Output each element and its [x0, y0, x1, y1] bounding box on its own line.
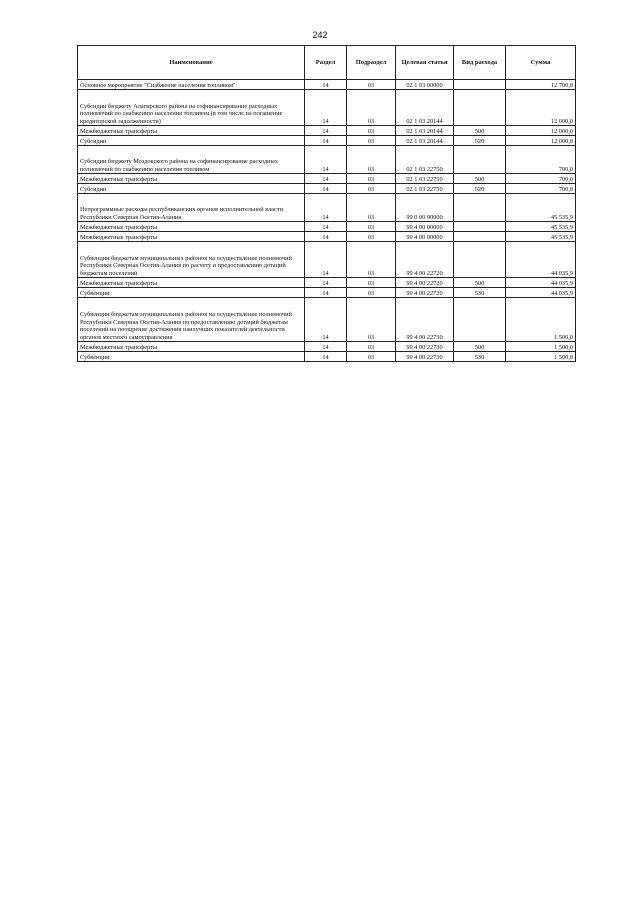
cell-subsection: 03 [347, 80, 396, 90]
cell-amount: 45 535,9 [506, 232, 576, 242]
cell-name: Межбюджетные трансферты [78, 278, 305, 288]
cell-section: 14 [305, 146, 347, 174]
cell-name: Межбюджетные трансферты [78, 232, 305, 242]
table-row [78, 194, 576, 222]
cell-amount: 44 035,9 [506, 288, 576, 298]
cell-amount: 12 000,0 [506, 136, 576, 146]
table-row [78, 232, 576, 242]
cell-expense-type: 530 [454, 352, 506, 362]
cell-subsection: 03 [347, 278, 396, 288]
cell-amount: 44 035,9 [506, 242, 576, 278]
cell-section: 14 [305, 184, 347, 194]
cell-name: Субвенции бюджетам муниципальных районов на осуществление полномочий Республики Северная Осетия-Алания по предоставлению дотаций бюджетам поселений на поощрение достижения наилучших показателей деятельности органов местного самоуправления [78, 298, 305, 342]
cell-subsection: 03 [347, 126, 396, 136]
cell-subsection: 03 [347, 184, 396, 194]
cell-subsection: 03 [347, 288, 396, 298]
cell-amount: 1 500,0 [506, 298, 576, 342]
table-header-row [78, 46, 576, 80]
cell-name: Субсидии [78, 184, 305, 194]
cell-name: Субсидии бюджету Моздокского района на софинансирование расходных полномочий по снабжению населения топливом [78, 146, 305, 174]
cell-expense-type: 520 [454, 136, 506, 146]
cell-subsection: 03 [347, 242, 396, 278]
table-row [78, 298, 576, 342]
cell-target: 02 1 03 22750 [396, 184, 454, 194]
cell-name: Субсидии [78, 136, 305, 146]
cell-target: 02 1 03 22750 [396, 174, 454, 184]
cell-name: Межбюджетные трансферты [78, 342, 305, 352]
header-section: Раздел [305, 46, 347, 80]
cell-amount: 700,0 [506, 146, 576, 174]
cell-name: Субвенции бюджетам муниципальных районов на осуществление полномочий Республики Северная Осетия-Алания по расчету и предоставлению дотаций бюджетам поселений [78, 242, 305, 278]
cell-subsection: 03 [347, 136, 396, 146]
cell-subsection: 03 [347, 298, 396, 342]
table-row [78, 184, 576, 194]
cell-expense-type [454, 298, 506, 342]
header-subsection: Подраздел [347, 46, 396, 80]
cell-target: 02 1 03 20144 [396, 126, 454, 136]
cell-section: 14 [305, 222, 347, 232]
cell-amount: 700,0 [506, 174, 576, 184]
page-number: 242 [312, 30, 328, 40]
cell-section: 14 [305, 278, 347, 288]
table-row [78, 352, 576, 362]
cell-expense-type: 520 [454, 184, 506, 194]
cell-expense-type: 530 [454, 288, 506, 298]
cell-expense-type [454, 80, 506, 90]
cell-name: Межбюджетные трансферты [78, 174, 305, 184]
cell-target: 99 4 00 00000 [396, 232, 454, 242]
cell-amount: 1 500,0 [506, 342, 576, 352]
cell-section: 14 [305, 298, 347, 342]
cell-amount: 12 000,0 [506, 90, 576, 126]
table-row [78, 136, 576, 146]
header-target: Целевая статья [396, 46, 454, 80]
cell-subsection: 03 [347, 194, 396, 222]
cell-name: Субвенции [78, 352, 305, 362]
cell-subsection: 03 [347, 342, 396, 352]
table-body [78, 80, 576, 362]
table-row [78, 222, 576, 232]
cell-subsection: 03 [347, 174, 396, 184]
cell-name: Основное мероприятие "Снабжение населения топливом" [78, 80, 305, 90]
cell-subsection: 03 [347, 232, 396, 242]
cell-target: 02 1 03 00000 [396, 80, 454, 90]
cell-expense-type: 500 [454, 174, 506, 184]
cell-section: 14 [305, 342, 347, 352]
cell-expense-type: 500 [454, 278, 506, 288]
cell-amount: 12 700,0 [506, 80, 576, 90]
cell-subsection: 03 [347, 352, 396, 362]
cell-section: 14 [305, 288, 347, 298]
cell-amount: 12 000,0 [506, 126, 576, 136]
table-row [78, 174, 576, 184]
cell-section: 14 [305, 90, 347, 126]
cell-section: 14 [305, 80, 347, 90]
cell-expense-type: 500 [454, 342, 506, 352]
cell-target: 02 1 03 20144 [396, 90, 454, 126]
cell-expense-type [454, 90, 506, 126]
table-row [78, 146, 576, 174]
cell-subsection: 03 [347, 90, 396, 126]
table-row [78, 90, 576, 126]
cell-section: 14 [305, 136, 347, 146]
cell-section: 14 [305, 232, 347, 242]
cell-target: 02 1 03 22750 [396, 146, 454, 174]
cell-target: 99 4 00 22720 [396, 242, 454, 278]
header-amount: Сумма [506, 46, 576, 80]
table-row [78, 288, 576, 298]
cell-amount: 700,0 [506, 184, 576, 194]
cell-section: 14 [305, 194, 347, 222]
cell-amount: 45 535,9 [506, 222, 576, 232]
cell-section: 14 [305, 352, 347, 362]
cell-target: 99 4 00 00000 [396, 222, 454, 232]
cell-amount: 1 500,0 [506, 352, 576, 362]
cell-expense-type [454, 242, 506, 278]
cell-subsection: 03 [347, 146, 396, 174]
cell-name: Субсидии бюджету Алагирского района на софинансирование расходных полномочий по снабжению населения топливом (в том числе на погашение кредиторской задолженности) [78, 90, 305, 126]
cell-expense-type [454, 222, 506, 232]
cell-name: Субвенции [78, 288, 305, 298]
cell-section: 14 [305, 126, 347, 136]
cell-expense-type [454, 146, 506, 174]
cell-target: 99 4 00 22720 [396, 288, 454, 298]
cell-expense-type [454, 194, 506, 222]
cell-target: 99 4 00 22730 [396, 352, 454, 362]
cell-target: 02 1 03 20144 [396, 136, 454, 146]
table-row [78, 126, 576, 136]
cell-amount: 44 035,9 [506, 278, 576, 288]
cell-target: 99 0 00 00000 [396, 194, 454, 222]
table-row [78, 278, 576, 288]
header-name: Наименование [78, 46, 305, 80]
cell-subsection: 03 [347, 222, 396, 232]
cell-section: 14 [305, 242, 347, 278]
cell-amount: 45 535,9 [506, 194, 576, 222]
cell-name: Межбюджетные трансферты [78, 126, 305, 136]
cell-expense-type: 500 [454, 126, 506, 136]
cell-target: 99 4 00 22720 [396, 278, 454, 288]
table-row [78, 80, 576, 90]
cell-name: Межбюджетные трансферты [78, 222, 305, 232]
cell-section: 14 [305, 174, 347, 184]
cell-name: Непрограммные расходы республиканских органов исполнительной власти Республики Северная Осетия-Алания [78, 194, 305, 222]
table-row [78, 342, 576, 352]
cell-target: 99 4 00 22730 [396, 298, 454, 342]
budget-table [77, 45, 576, 362]
header-expense-type: Вид расхода [454, 46, 506, 80]
table-row [78, 242, 576, 278]
cell-target: 99 4 00 22730 [396, 342, 454, 352]
cell-expense-type [454, 232, 506, 242]
